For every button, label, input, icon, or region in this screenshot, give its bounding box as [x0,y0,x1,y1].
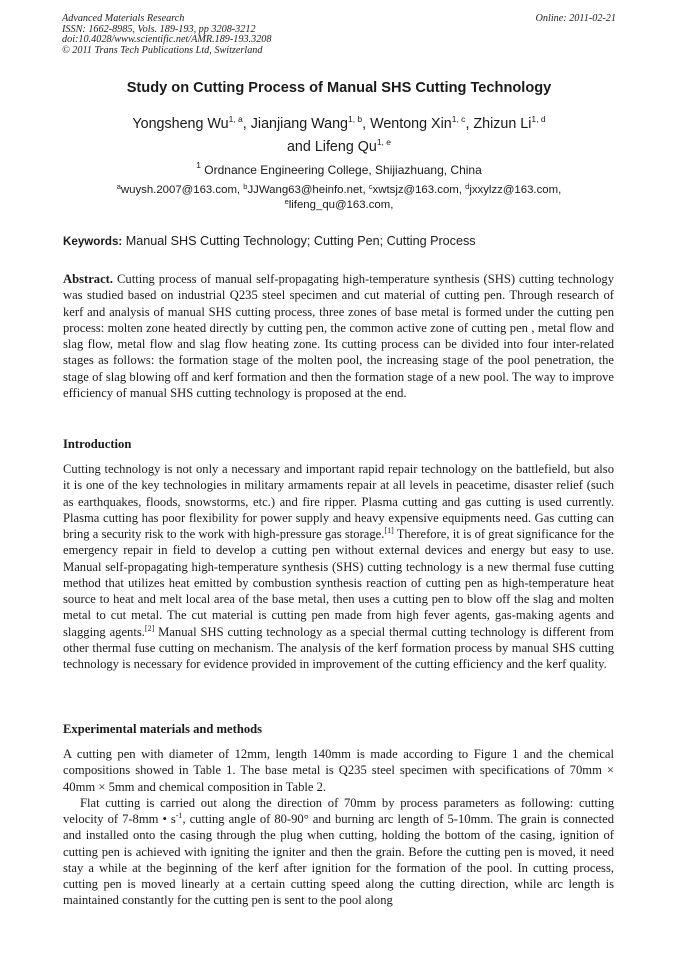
author-sup: 1, c [451,114,466,124]
author-line-1: Yongsheng Wu$^{1, a}$, Jianjiang Wang$^{1, b}$, Wentong Xin$^{1, c}$, Zhizun Li$^{1, d}$ [132,114,546,132]
author-list [62,113,616,159]
journal-name: Advanced Materials Research [62,13,185,24]
online-date: Online: 2011-02-21 [535,13,616,24]
journal-issn: ISSN: 1662-8985, Vols. 189-193, pp 3208-3212 [62,23,256,35]
author-sup: 1, a [228,114,243,124]
email-line-1 [62,183,616,198]
author-sup: 1, b [347,114,363,124]
author-name: Wentong Xin [370,116,452,132]
paper-title: Study on Cutting Process of Manual SHS Cutting Technology [126,80,552,96]
journal-doi: doi:10.4028/www.scientific.net/AMR.189-193.3208 [62,34,272,46]
journal-copyright: © 2011 Trans Tech Publications Ltd, Switzerland [62,44,263,56]
email[interactable]: jxxylzz@163.com, [469,184,562,196]
introduction-body [63,461,614,672]
keywords-label: Keywords: [63,235,123,248]
author-joiner: and [286,139,311,155]
author-name: Lifeng Qu [314,139,377,155]
email[interactable]: xwtsjz@163.com, [372,184,462,196]
affiliation-sup: 1 [196,160,201,170]
methods-text-a: Flat cutting is carried out along the direction of 70mm by process parameters as following: cutting velocity of 7-8mm • s [63,795,614,826]
abstract-text: Cutting process of manual self-propagating high-temperature synthesis (SHS) cutting technology was studied based on industrial Q235 steel specimen and cut material of cutting pen. Through research of kerf and analysis of manual SHS cutting process, three zones of base metal is formed under the cutting pen process: molten zone heated directly by cutting pen, the common active zone of cutting pen , metal flow and slag flow, metal flow and slag flow heating zone. Its cutting process can be divided into four inter-related stages as follows: the formation stage of the molten pool, the increasing stage of the pool penetration, the stage of slag blowing off and kerf formation and then the formation stage of a new pool. The way to improve efficiency of manual SHS cutting technology is proposed at the end. [63,272,614,400]
methods-paragraph-2 [63,795,614,909]
keywords-text: Manual SHS Cutting Technology; Cutting Pen; Cutting Process [125,234,476,248]
author-line-2 [62,136,616,159]
email-sup: d [465,182,470,191]
email-sup: e [284,197,289,206]
abstract-label: Abstract. [63,272,114,286]
citation-1[interactable]: [1] [384,526,394,535]
author-sup: 1, e [376,137,392,147]
email[interactable]: lifeng_qu@163.com, [288,199,394,211]
methods-body [63,746,614,909]
email-sup: b [243,182,248,191]
abstract [63,271,614,401]
email[interactable]: wuysh.2007@163.com, [120,184,241,196]
intro-text-1: Cutting technology is not only a necessary and important rapid repair technology on the battlefield, but also it is one of the key technologies in military armaments repair at all levels in peacetime, disaster relief (such as earthquakes, floods, snowstorms, etc.) and fire ripper. Plasma cutting and gas cutting is used currently. Plasma cutting has poor flexibility for power supply and heavy expensive equipments need. Gas cutting can bring a security risk to the work with high-pressure gas storage. [63,462,614,541]
email[interactable]: JJWang63@heinfo.net, [247,184,366,196]
intro-text-3: Manual SHS cutting technology as a special thermal cutting technology is different from other thermal fuse cutting on mechanism. The analysis of the kerf formation process by manual SHS cutting technology is necessary for evidence provided in improvement of the cutting efficiency and the kerf quality. [63,624,614,671]
email-sup: c [368,182,373,191]
methods-text-b: , cutting angle of 80-90° and burning arc length of 5-10mm. The grain is connected and installed onto the casing through the plug when cutting, holding the bottom of the casing, ignition of cutting pen is achieved with igniting the igniter and then the grain. Before the cutting pen is moved, it need stay a while at the beginning of the kerf after ignition for the formation of the pool. In cutting process, cutting pen is moved linearly at a certain cutting speed along the cutting direction, while arc length is maintained constantly for the cutting pen is sent to the pool along [63,812,614,908]
unit-exponent: -1 [175,811,183,820]
author-name: Zhizun Li [473,116,532,132]
email-sup: a [116,182,121,191]
author-sup: 1, d [531,114,546,124]
keywords [63,234,617,248]
email-line-2 [62,198,616,213]
methods-paragraph-1: A cutting pen with diameter of 12mm, length 140mm is made according to Figure 1 and the chemical compositions showed in Table 1. The base metal is Q235 steel specimen with specifications of 70mm × 40mm × 5mm and chemical composition in Table 2. [63,747,614,794]
journal-header [62,14,616,56]
intro-text-2: Therefore, it is of great significance for the emergency repair in field to develop a cutting pen without external devices and energy but easy to use. Manual self-propagating high-temperature synthesis (SHS) cutting technology is a new thermal fuse cutting method that utilizes heat emitted by combustion synthesis reaction of cutting pen as high-temperature heat source to heat and melt local area of the base metal, then uses a cutting pen to blow off the slag and molten metal to cut metal. The cut material is cutting pen made from high fever agents, gas-making agents and slagging agents. [63,527,615,639]
citation-2[interactable]: [2] [144,623,155,633]
affiliation [62,160,616,177]
methods-heading: Experimental materials and methods [63,722,263,736]
introduction-heading: Introduction [63,437,132,451]
email-list [62,183,616,213]
author-name: Yongsheng Wu [132,116,229,132]
author-name: Jianjiang Wang [250,116,348,132]
affiliation-text: Ordnance Engineering College, Shijiazhuang, China [204,163,482,177]
